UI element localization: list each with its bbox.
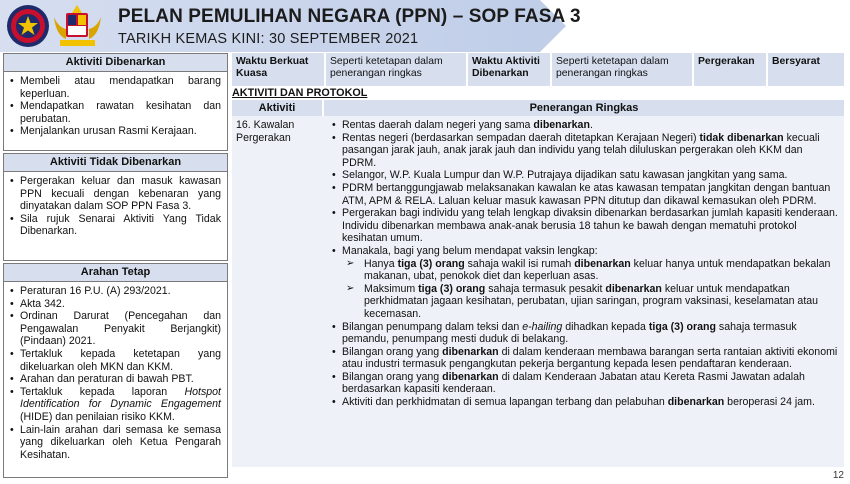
- waktu-berkuat-value: Seperti ketetapan dalam penerangan ringkas: [326, 53, 468, 86]
- text: dibenarkan: [442, 370, 499, 383]
- text: e-hailing: [522, 320, 563, 333]
- mkn-logo: [6, 4, 50, 48]
- text: .: [589, 119, 593, 131]
- list-item: • Lain-lain arahan dari semasa ke semasa yang dikeluarkan oleh Ketua Pengarah Kesihatan.: [10, 424, 221, 462]
- header-banner: [0, 0, 850, 52]
- text: tiga (3) orang: [648, 320, 716, 333]
- description-cell: [324, 116, 844, 467]
- text: tidak dibenarkan: [699, 131, 784, 144]
- text: sahaja wakil isi rumah: [464, 257, 575, 270]
- text: keluar hanya untuk mendapatkan bekalan makanan, ubat, penokok diet dan keperluan asas.: [364, 257, 831, 283]
- text: tiga (3) orang: [418, 282, 486, 295]
- text: dibenarkan: [667, 396, 725, 409]
- list-item: • Selangor, W.P. Kuala Lumpur dan W.P. Putrajaya dijadikan satu kawasan jangkitan yang sama.: [328, 169, 838, 182]
- col-description-header: Penerangan Ringkas: [324, 100, 844, 116]
- list-item: • Pergerakan bagi individu yang telah lengkap divaksin dibenarkan berdasarkan jumlah kapasiti kenderaan. Individu dibenarkan membawa anak-anak berusia 18 tahun ke bawah dengan mematuhi protokol kesihatan umum.: [328, 207, 838, 245]
- sub-list-item: [344, 283, 838, 321]
- text: kecuali pasangan jarak jauh, anak jarak jauh dan individu yang telah diluluskan pergerakan oleh KKM dan PDRM.: [342, 131, 820, 169]
- left-column: [3, 53, 228, 478]
- list-item: • Ordinan Darurat (Pencegahan dan Pengawalan Penyakit Berjangkit) (Pindaan) 2021.: [10, 310, 221, 348]
- text: Maksimum: [364, 282, 419, 295]
- list-item: [328, 119, 838, 132]
- standing-orders-box: [3, 263, 228, 478]
- standing-orders-heading: Arahan Tetap: [4, 264, 227, 282]
- waktu-aktiviti-label: Waktu Aktiviti Dibenarkan: [468, 53, 552, 86]
- list-item: • Arahan dan peraturan di bawah PBT.: [10, 373, 221, 386]
- list-item: • Akta 342.: [10, 298, 221, 311]
- list-item: [328, 371, 838, 396]
- page-number: 12: [832, 470, 844, 481]
- activity-cell: 16. Kawalan Pergerakan: [236, 119, 295, 144]
- waktu-aktiviti-value: Seperti ketetapan dalam penerangan ringkas: [552, 53, 694, 86]
- text: dibenarkan: [442, 345, 499, 358]
- waktu-berkuat-label: Waktu Berkuat Kuasa: [232, 53, 326, 86]
- list-item: [328, 245, 838, 321]
- text: Bilangan orang yang: [342, 345, 443, 358]
- text: sahaja termasuk pesakit: [485, 282, 606, 295]
- list-item: [10, 386, 221, 424]
- list-item: [328, 132, 838, 170]
- allowed-activities-box: [3, 53, 228, 151]
- pergerakan-label: Pergerakan: [694, 53, 768, 86]
- list-item: • Membeli atau mendapatkan barang keperluan.: [10, 75, 221, 100]
- text: (HIDE) dan penilaian risiko KKM.: [20, 410, 175, 423]
- list-item: • Pergerakan keluar dan masuk kawasan PPN kecuali dengan kebenaran yang dinyatakan dalam SOP PPN Fasa 3.: [10, 175, 221, 213]
- allowed-heading: Aktiviti Dibenarkan: [4, 54, 227, 72]
- list-item: • Menjalankan urusan Rasmi Kerajaan.: [10, 125, 221, 138]
- list-item: • Sila rujuk Senarai Aktiviti Yang Tidak Dibenarkan.: [10, 213, 221, 238]
- text: keluar untuk mendapatkan perkhidmatan jagaan kesihatan, perubatan, ujian saringan, program vaksinasi, keselamatan atau kecemasan.: [364, 282, 819, 320]
- text: sahaja termasuk pemandu, penumpang mesti duduk di belakang.: [342, 320, 797, 346]
- not-allowed-activities-box: [3, 153, 228, 261]
- text: Hanya: [364, 257, 398, 270]
- text: dibenarkan: [533, 119, 590, 131]
- not-allowed-heading: Aktiviti Tidak Dibenarkan: [4, 154, 227, 172]
- list-item: [328, 396, 838, 409]
- table-header: [232, 100, 844, 116]
- list-item: [328, 321, 838, 346]
- list-item: • Mendapatkan rawatan kesihatan dan perubatan.: [10, 100, 221, 125]
- list-item: [328, 346, 838, 371]
- text: di dalam kenderaan membawa barangan serta rantaian aktiviti ekonomi atau industri termasuk pengangkutan pekerja bergantung kepada lesen pendaftaran kenderaan.: [342, 345, 838, 371]
- text: Bilangan penumpang dalam teksi dan: [342, 320, 523, 333]
- text: Bilangan orang yang: [342, 370, 443, 383]
- list-item: • PDRM bertanggungjawab melaksanakan kawalan ke atas kawasan tempatan jangkitan dengan bantuan ATM, APM & RELA. Laluan keluar masuk kawasan PPN ditutup dan dikawal kemasukan oleh PDRM.: [328, 182, 838, 207]
- pergerakan-value: Bersyarat: [768, 53, 844, 86]
- text: dibenarkan: [574, 257, 631, 270]
- section-title: AKTIVITI DAN PROTOKOL: [232, 87, 368, 99]
- sub-list-item: [344, 258, 838, 283]
- text: Rentas negeri (berdasarkan sempadan daerah ditetapkan Kerajaan Negeri): [342, 131, 700, 144]
- update-date: TARIKH KEMAS KINI: 30 SEPTEMBER 2021: [118, 31, 419, 47]
- text: dibenarkan: [605, 282, 662, 295]
- text: Tertakluk kepada laporan: [20, 385, 185, 398]
- text: beroperasi 24 jam.: [724, 396, 815, 409]
- text: dihadkan kepada: [562, 320, 649, 333]
- list-item: • Tertakluk kepada ketetapan yang dikeluarkan oleh MKN dan KKM.: [10, 348, 221, 373]
- info-row: [232, 53, 844, 86]
- text: tiga (3) orang: [397, 257, 465, 270]
- sub-list: [344, 258, 838, 321]
- text: Rentas daerah dalam negeri yang sama: [342, 119, 534, 131]
- right-column: [232, 53, 844, 467]
- list-item: • Peraturan 16 P.U. (A) 293/2021.: [10, 285, 221, 298]
- text: Manakala, bagi yang belum mendapat vaksin lengkap:: [342, 244, 598, 257]
- col-activity-header: Aktiviti: [232, 100, 324, 116]
- text: Aktiviti dan perkhidmatan di semua lapangan terbang dan pelabuhan: [342, 396, 668, 409]
- text: di dalam Kenderaan Jabatan atau Kereta Rasmi Jawatan adalah berdasarkan kapasiti kenderaan.: [342, 370, 805, 396]
- malaysia-coat-of-arms: [50, 3, 105, 49]
- table-row: [232, 116, 844, 467]
- page-title: PELAN PEMULIHAN NEGARA (PPN) – SOP FASA 3: [118, 6, 581, 27]
- text: Hotspot Identification for Dynamic Engagement: [20, 385, 221, 411]
